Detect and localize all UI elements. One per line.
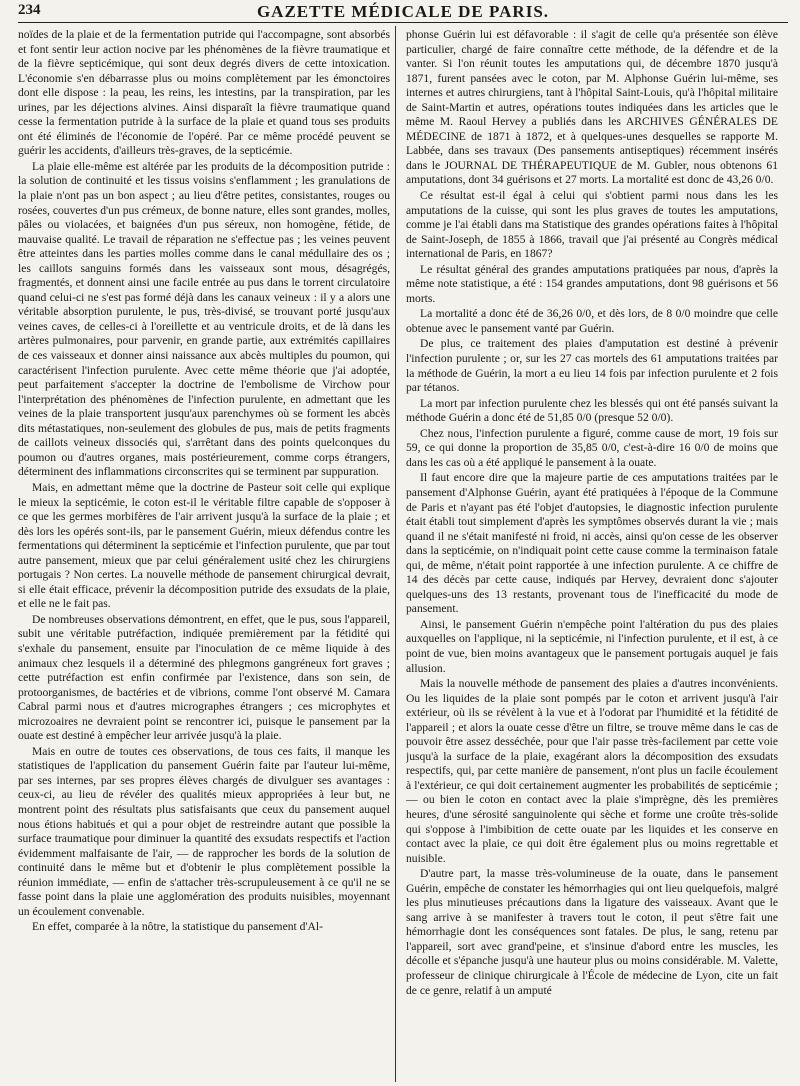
- paragraph: noïdes de la plaie et de la fermentation putride qui l'accompagne, sont absorbés et font sentir leur action nocive par les phénomènes de la fièvre traumatique et de la fièvre septicémique, qui sont deux degrés divers de cette intoxication. L'économie s'en débarrasse plus ou moins complètement par les émonctoires dont elle dispose : la peau, les reins, les intestins, par la transpiration, par les urines, par les déjections alvines. Ainsi disparaît la fièvre traumatique quand cesse la fermentation putride à la surface de la plaie et quand tous ses produits ont été éliminés de l'économie de l'opéré. Par ce même procédé peuvent se guérir les accidents, d'ailleurs très-graves, de la septicémie.: [18, 28, 390, 158]
- journal-title: GAZETTE MÉDICALE DE PARIS.: [256, 2, 550, 21]
- left-column: [18, 28, 390, 1080]
- paragraph: Il faut encore dire que la majeure partie de ces amputations traitées par le pansement d'Alphonse Guérin, ayant été pratiquées à l'époque de la Commune de Paris et n'ayant pas été l'objet d'autopsies, le diagnostic infection purulente était établi tout simplement d'après les symptômes observés durant la vie ; mais quand il ne s'était manifesté ni froid, ni accès, ainsi qu'on cesse de les observer dans la septicémie, on n'indiquait point cette cause comme la terminaison fatale qui, de même, n'était point rapportée à une infection purulente. A ce chiffre de 14 des décès par cette cause, indiqués par Hervey, devraient donc s'ajouter quelques-uns des 13 restants, provenant tous de l'inefficacité du mode de pansement.: [406, 471, 778, 616]
- paragraph: Chez nous, l'infection purulente a figuré, comme cause de mort, 19 fois sur 59, ce qui donne la proportion de 35,85 0/0, c'est-à-dire 16 0/0 de moins que dans les cas où a été appliqué le pansement à la ouate.: [406, 426, 778, 469]
- paragraph: En effet, comparée à la nôtre, la statistique du pansement d'Al-: [32, 920, 323, 934]
- paragraph: Mais la nouvelle méthode de pansement des plaies a d'autres inconvénients. Ou les liquides de la plaie sont pompés par le coton et arrivent jusqu'à l'air extérieur, où ils se révèlent à la vue et à l'odorat par l'humidité et la fétidité de l'appareil ; et alors la ouate cesse d'être un filtre, se trouve même dans le cas de pouvoir être assez desséchée, pour que l'air passe très-facilement par cette voie jusqu'à la surface de la plaie, exagérant alors la décomposition des exsudats respectifs, qui, par cette manière de pansement, n'ont plus un facile écoulement à l'extérieur, ce qui doit certainement augmenter les probabilités de septicémie ; — ou bien le coton en contact avec la plaie s'imprègne, dès les premières heures, d'une sérosité sanguinolente qui sèche et forme une croûte très-solide qui s'oppose à l'imbibition de cette ouate par les liquides et les conserve en contact avec la plaie, ce qui doit être également plus ou moins regrettable et nuisible.: [406, 677, 778, 865]
- paragraph: Mais, en admettant même que la doctrine de Pasteur soit celle qui explique le mieux la septicémie, le coton est-il le véritable filtre capable de s'opposer à ce que les germes morbifères de l'air arrivent jusqu'à la surface de la plaie ; et dès lors les opérés sont-ils, par le pansement Guérin, mieux défendus contre les fermentations qui déterminent la septicémie et l'infection purulente, que par tout autre pansement, mieux que par celui généralement usité chez les chirurgiens portugais ? Non certes. La nouvelle méthode de pansement chirurgical devrait, si elle était efficace, prévenir la décomposition putride des exsudats de la plaie, et elle ne le fait pas.: [18, 480, 390, 611]
- paragraph: D'autre part, la masse très-volumineuse de la ouate, dans le pansement Guérin, empêche de constater les hémorrhagies qui ont lieu quelquefois, malgré les plus minutieuses précautions dans la ligature des vaisseaux. Avant que le sang arrive à se manifester à travers tout le coton, il peut s'être fait une hémorrhagie dont les conséquences sont fatales. De plus, le sang, retenu par l'appareil, sort avec grand'peine, et s'insinue d'abord entre les muscles, les décolle et s'épanche jusqu'à une hauteur plus ou moins considérable. M. Valette, professeur de clinique chirurgicale à l'École de médecine de Lyon, cite un fait de ce genre, relatif à un amputé: [406, 867, 778, 997]
- paragraph: La mort par infection purulente chez les blessés qui ont été pansés suivant la méthode Guérin a donc été de 51,85 0/0 (presque 52 0/0).: [406, 396, 778, 425]
- paragraph: De nombreuses observations démontrent, en effet, que le pus, sous l'appareil, subit une véritable putréfaction, indiquée premièrement par la fétidité qui s'exhale du pansement, ensuite par l'inoculation de ce même liquide à des animaux chez lesquels il a déterminé des phlegmons gangréneux fort graves ; cette putréfaction est enfin confirmée par l'existence, dans son sein, de protoorganismes, de bactéries et de vibrions, comme l'ont observé M. Camara Cabral parmi nous et d'autres micrographes étrangers ; ces microphytes et microzoaires ne devraient point se rencontrer ici, puisque le pansement par la ouate est destiné à empêcher leur arrivée jusqu'à la plaie.: [18, 612, 390, 743]
- paragraph: La mortalité a donc été de 36,26 0/0, et dès lors, de 8 0/0 moindre que celle obtenue avec le pansement vanté par Guérin.: [406, 307, 778, 335]
- paragraph: phonse Guérin lui est défavorable : il s'agit de celle qu'a présentée son élève particulier, chargé de faire connaître cette méthode, de la défendre et de la vanter. Si l'on réunit toutes les amputations qui, de décembre 1870 jusqu'à 1871, furent pansées avec le coton, par M. Alphonse Guérin lui-même, ses internes et autres chirurgiens, tant à l'hôpital Saint-Louis, qu'à l'hôpital militaire de Saint-Martin et autres, opérations toutes indiquées dans les articles que le même M. Raoul Hervey a publiés dans les ARCHIVES GÉNÉRALES DE MÉDECINE de 1871 à 1872, et à quelques-unes desquelles se rapporte M. Labbée, dans ses travaux (Des pansements antiseptiques) récemment insérés dans le JOURNAL DE THÉRAPEUTIQUE de M. Gubler, nous obtenons 61 amputations, dont 34 guérisons et 27 morts. La mortalité est donc de 43,26 0/0.: [406, 28, 778, 187]
- paragraph: Le résultat général des grandes amputations pratiquées par nous, d'après la même note statistique, a été : 154 grandes amputations, dont 98 guérisons et 56 morts.: [406, 262, 778, 305]
- paragraph: Ce résultat est-il égal à celui qui s'obtient parmi nous dans les les amputations de la cuisse, qui sont les plus graves de toutes les amputations, comme je l'ai établi dans ma Statistique des grandes opérations faites à l'hôpital de Saint-Joseph, de 1855 à 1866, travail que j'ai présenté au Congrès médical international de Paris, en 1867?: [406, 189, 778, 261]
- paragraph: Ainsi, le pansement Guérin n'empêche point l'altération du pus des plaies auxquelles on l'applique, ni la septicémie, ni l'infection purulente, et il est, à ce point de vue, bien moins avantageux que le pansement portugais auquel je fais allusion.: [406, 617, 778, 675]
- page-number: 234: [18, 2, 41, 18]
- paragraph: Mais en outre de toutes ces observations, de tous ces faits, il manque les statistiques de l'application du pansement Guérin faite par l'auteur lui-même, par ses internes, par ses propres élèves chargés de divulguer ses avantages : ceux-ci, au lieu de révéler des qualités mieux appropriées à leur but, ne montrent point des résultats plus satisfaisants que ceux du pansement auquel nous étions habitués et qui a pour objet de restreindre autant que possible la surface traumatique pour diminuer la quantité des exsudats respectifs et l'action évidemment malfaisante de l'air, — de rapprocher les bords de la solution de continuité dans le même but et d'obtenir le plus complètement possible la réunion immédiate, — enfin de s'attacher très-scrupuleusement à ce qu'il ne se fasse point dans la plaie une agglomération des produits nuisibles, moyennant un écoulement convenable.: [18, 744, 390, 918]
- paragraph: De plus, ce traitement des plaies d'amputation est destiné à prévenir l'infection purulente ; or, sur les 27 cas mortels des 61 amputations traitées par la méthode de Guérin, la mort a eu lieu 14 fois par infection purulente et 2 fois par tétanos.: [406, 337, 778, 395]
- paragraph: La plaie elle-même est altérée par les produits de la décomposition putride : la solution de continuité et les tissus voisins s'enflamment ; les granulations de la plaie n'ont pas un bon aspect ; au lieu d'être petites, consistantes, rouges ou rosées, couvertes d'un pus crémeux, de bonne nature, elles sont grandes, molles, pâles ou violacées, et baignées d'un pus séreux, non homogène, fétide, de mauvaise qualité. Le travail de réparation ne s'effectue pas ; les veines peuvent être atteintes dans les parties molles comme dans le canal médullaire des os ; les caillots sanguins formés dans les vaisseaux sont mous, désagrégés, fragmentés, et donnent ainsi une facile entrée au pus dans le torrent circulatoire quand celui-ci ne s'est pas formé déjà dans les canaux veineux : il y a alors une véritable absorption purulente, le pus, très-divisé, se trouvant porté jusqu'aux veines caves, de celles-ci à l'oreillette et au ventricule droits, et de là dans les artères pulmonaires, pour parvenir, en grande partie, aux extrémités capillaires de ces vaisseaux et donner ainsi naissance aux abcès multiples du poumon, qui caractérisent l'infection purulente. Avec cette même théorie que j'ai adoptée, peut parfaitement s'accepter la doctrine de l'embolisme de Virchow pour l'interprétation des phénomènes de l'infection purulente, en admettant que les veines de la plaie transportent jusqu'aux parenchymes où se forment les abcès dits métastatiques, non-seulement des globules de pus, mais de petits fragments de caillots veineux dissociés qui, s'arrêtant dans des points quelconques du poumon ou d'autres organes, mais postérieurement, comme corps étrangers, déterminent des inflammations circonscrites qui se terminent par suppuration.: [18, 159, 390, 479]
- right-column: [406, 28, 778, 1080]
- page-header: [18, 2, 788, 24]
- header-rule: [18, 22, 788, 23]
- column-divider: [395, 26, 396, 1082]
